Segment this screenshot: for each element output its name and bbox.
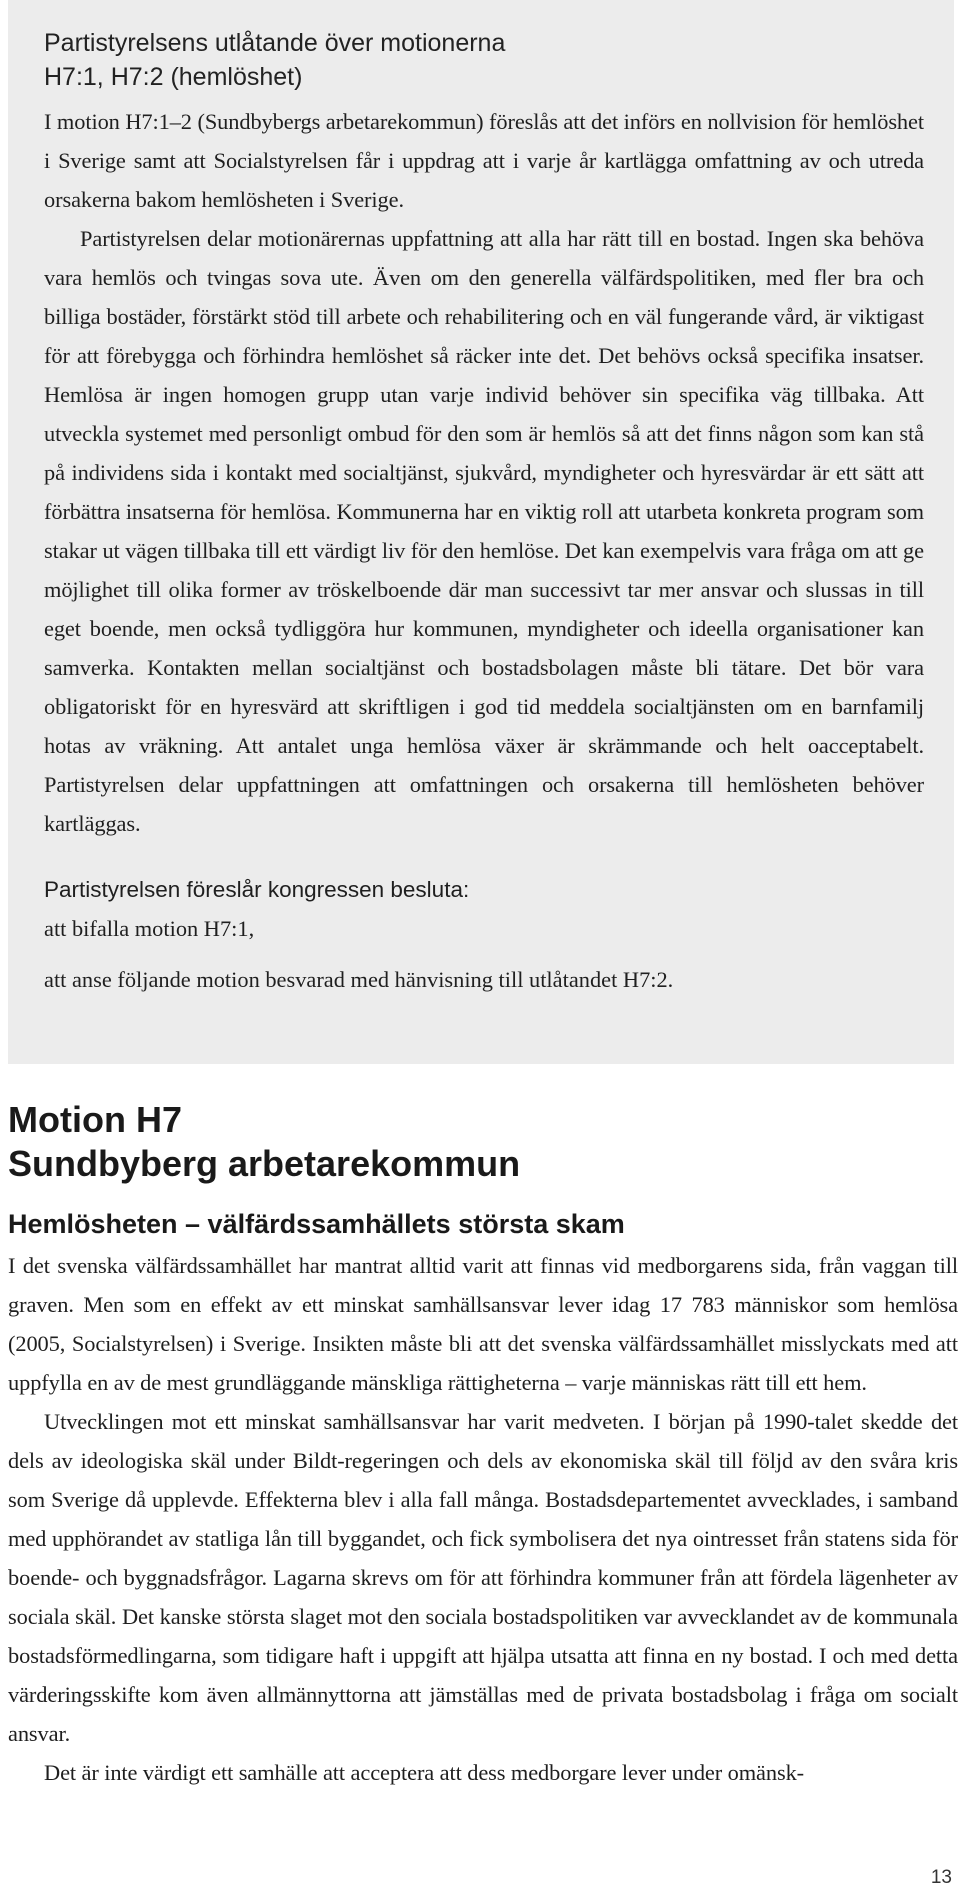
motion-paragraph: I det svenska välfärdssamhället har mantrat alltid varit att finnas vid medborgarens sida, från vaggan till graven. Men som en effekt av ett minskat samhällsansvar lever idag 17 783 människor som hemlösa (2005, Socialstyrelsen) i Sverige. Insikten måste bli att det svenska välfärdssamhället misslyckats med att uppfylla en av de mest grundläggande mänskliga rättigheterna – varje människas rätt till ett hem. bbox=[8, 1253, 958, 1395]
motion-title bbox=[8, 1098, 958, 1186]
statement-heading bbox=[44, 26, 924, 94]
statement-paragraph: I motion H7:1–2 (Sundbybergs arbetarekommun) föreslås att det införs en nollvision för hemlöshet i Sverige samt att Socialstyrelsen får i uppdrag att i varje år kartlägga omfattning av och utreda orsakerna bakom hemlösheten i Sverige. bbox=[44, 109, 924, 212]
proposal-item: att bifalla motion H7:1, bbox=[44, 916, 255, 941]
statement-heading-line1: Partistyrelsens utlåtande över motionerna bbox=[44, 29, 506, 57]
page-number: 13 bbox=[930, 1867, 952, 1888]
motion-subtitle: Hemlösheten – välfärdssamhällets största skam bbox=[8, 1209, 625, 1239]
motion-paragraph: Utvecklingen mot ett minskat samhällsansvar har varit medveten. I början på 1990-talet skedde det dels av ideologiska skäl under Bildt-regeringen och dels av ekonomiska skäl till följd av den svåra kris som Sverige då upplevde. Effekterna blev i alla fall många. Bostadsdepartementet avvecklades, i samband med upphörandet av statliga lån till byggandet, och fick symbolisera det nya ointresset från statens sida för boende- och byggnadsfrågor. Lagarna skrevs om för att förhindra kommuner från att fördela lägenheter av sociala skäl. Det kanske största slaget mot den sociala bostadspolitiken var avvecklandet av de kommunala bostadsförmedlingarna, som tidigare haft i uppgift att hjälpa utsatta att finna en ny bostad. I och med detta värderingsskifte kom även allmännyttorna att jämställas med de privata bostadsbolag i fråga om socialt ansvar. bbox=[8, 1409, 958, 1746]
motion-title-line2: Sundbyberg arbetarekommun bbox=[8, 1143, 521, 1184]
motion-section bbox=[8, 1098, 958, 1792]
proposal-heading: Partistyrelsen föreslår kongressen besluta: bbox=[44, 877, 470, 902]
statement-content bbox=[44, 26, 924, 999]
motion-title-line1: Motion H7 bbox=[8, 1099, 182, 1140]
statement-box bbox=[8, 0, 954, 1064]
proposal-item: att anse följande motion besvarad med hänvisning till utlåtandet H7:2. bbox=[44, 967, 674, 992]
motion-paragraph: Det är inte värdigt ett samhälle att acceptera att dess medborgare lever under omänsk- bbox=[44, 1760, 805, 1785]
statement-paragraph: Partistyrelsen delar motionärernas uppfattning att alla har rätt till en bostad. Ingen ska behöva vara hemlös och tvingas sova ute. Även om den generella välfärdspolitiken, med fler bra och billiga bostäder, förstärkt stöd till arbete och rehabilitering och en väl fungerande vård, är viktigast för att förebygga och förhindra hemlöshet så räcker inte det. Det behövs också specifika insatser. Hemlösa är ingen homogen grupp utan varje individ behöver sin specifika väg tillbaka. Att utveckla systemet med personligt ombud för den som är hemlös så att det finns någon som kan stå på individens sida i kontakt med socialtjänst, sjukvård, myndigheter och hyresvärdar är ett sätt att förbättra insatserna för hemlösa. Kommunerna har en viktig roll att utarbeta konkreta program som stakar ut vägen tillbaka till ett värdigt liv för den hemlöse. Det kan exempelvis vara fråga om att ge möjlighet till olika former av tröskelboende där man successivt tar mer ansvar och slussas in till eget boende, men också tydliggöra hur kommunen, myndigheter och ideella organisationer kan samverka. Kontakten mellan socialtjänst och bostadsbolagen måste bli tätare. Det bör vara obligatoriskt för en hyresvärd att skriftligen i god tid meddela socialtjänsten om en barnfamilj hotas av vräkning. Att antalet unga hemlösa växer är skrämmande och helt oacceptabelt. Partistyrelsen delar uppfattningen att omfattningen och orsakerna till hemlösheten behöver kartläggas. bbox=[44, 226, 924, 836]
statement-heading-line2: H7:1, H7:2 (hemlöshet) bbox=[44, 63, 303, 91]
